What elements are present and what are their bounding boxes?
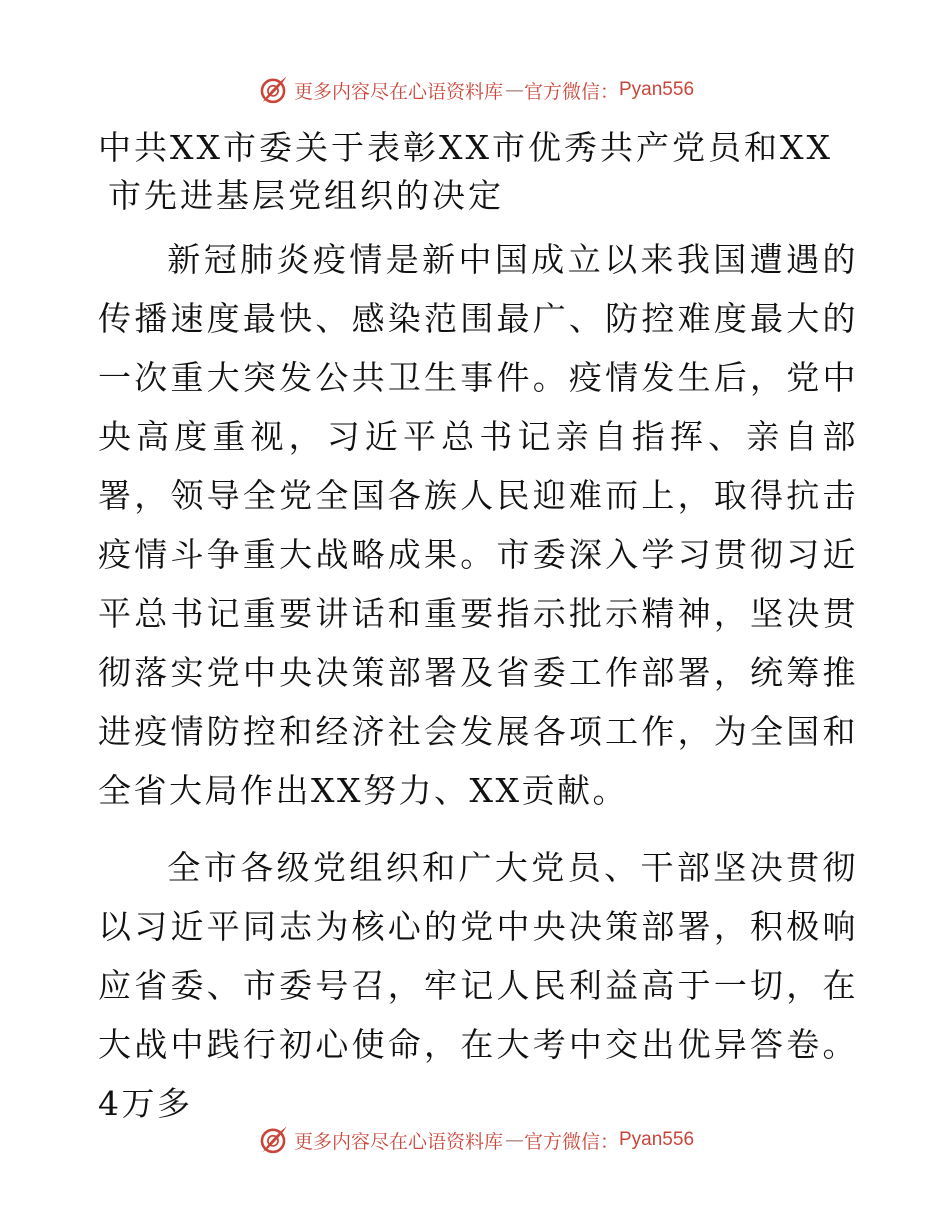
footer-watermark xyxy=(0,1120,950,1160)
document-body xyxy=(98,124,858,1151)
watermark-separator: — xyxy=(504,79,522,101)
watermark-separator: — xyxy=(504,1129,522,1151)
watermark-text: 更多内容尽在心语资料库 xyxy=(293,80,503,103)
watermark-label: 官方微信： xyxy=(523,1130,619,1153)
document-title: 中共XX市委关于表彰XX市优秀共产党员和XX市先进基层党组织的决定 xyxy=(98,128,833,215)
header-watermark xyxy=(0,70,950,110)
paragraph-2: 全市各级党组织和广大党员、干部坚决贯彻以习近平同志为核心的党中央决策部署，积极响应省委、市委号召，牢记人民利益高于一切，在大战中践行初心使命，在大考中交出优异答卷。4万多 xyxy=(98,848,858,1123)
feather-swirl-icon xyxy=(256,1123,290,1157)
paragraph-1: 新冠肺炎疫情是新中国成立以来我国遭遇的传播速度最快、感染范围最广、防控难度最大的一次重大突发公共卫生事件。疫情发生后，党中央高度重视，习近平总书记亲自指挥、亲自部署，领导全党全国各族人民迎难而上，取得抗击疫情斗争重大战略成果。市委深入学习贯彻习近平总书记重要讲话和重要指示批示精神，坚决贯彻落实党中央决策部署及省委工作部署，统筹推进疫情防控和经济社会发展各项工作，为全国和全省大局作出XX努力、XX贡献。 xyxy=(98,240,858,810)
watermark-label: 官方微信： xyxy=(523,80,619,103)
watermark-id: Pyan556 xyxy=(619,1129,695,1150)
watermark-text: 更多内容尽在心语资料库 xyxy=(293,1130,503,1153)
watermark-id: Pyan556 xyxy=(619,79,695,100)
feather-swirl-icon xyxy=(256,73,290,107)
